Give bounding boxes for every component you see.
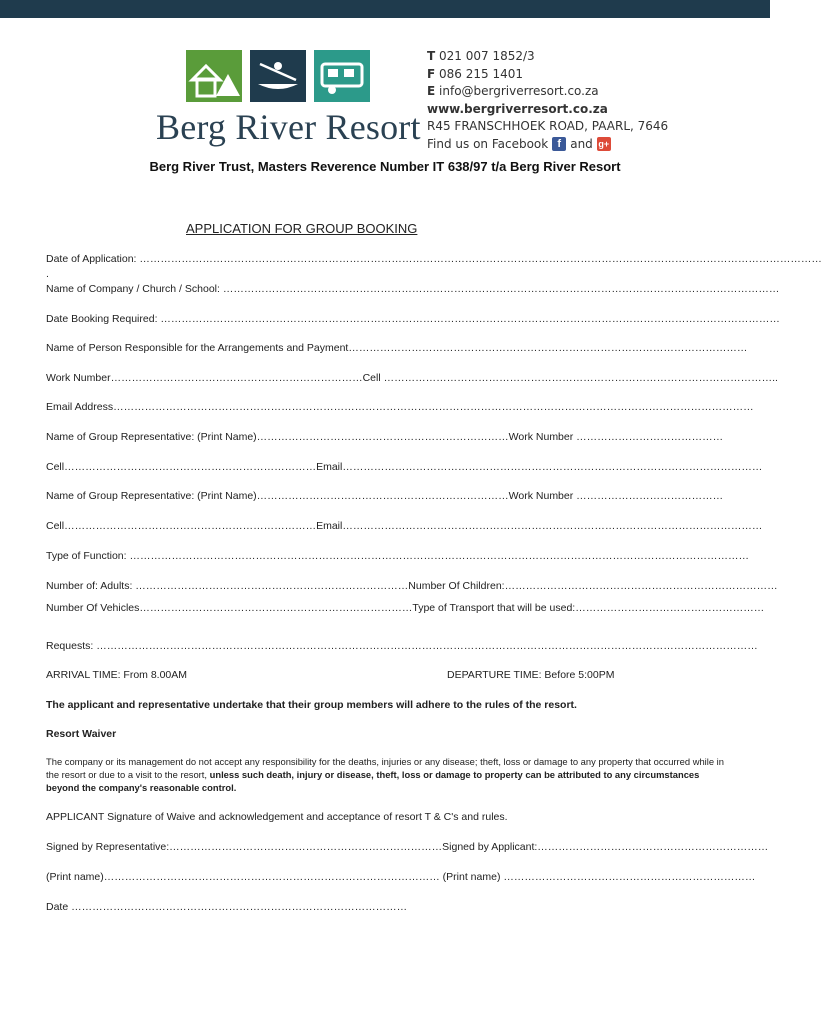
dot-line: .: [46, 268, 49, 280]
requests-field[interactable]: Requests: ………………………………………………………………………………………………………………………………………………………………………: [46, 640, 758, 652]
social-row: Find us on Facebook f and g+: [427, 136, 610, 151]
adults-children-field[interactable]: Number of: Adults: ……………………………………………………………………Number Of Children:……………………………………………………………………: [46, 580, 778, 592]
waiver-text: The company or its management do not accept any responsibility for the deaths, injuries or any disease; theft, loss or damage to any property that occurred while in the resort or due to a visit to the resort, unless such death, injury or disease, theft, loss or damage to property can be attributed to any circumstances beyond the company's reasonable control.: [46, 756, 724, 793]
rep2-name-field[interactable]: Name of Group Representative: (Print Name)………………………………………………………………Work Number ……………………………………: [46, 490, 724, 502]
person-responsible-field[interactable]: Name of Person Responsible for the Arrangements and Payment……………………………………………………………………………………………………: [46, 342, 748, 354]
print-name-field[interactable]: (Print name)…………………………………………………………………………………… (Print name) ………………………………………………………………: [46, 871, 756, 883]
rep2-cell-email-field[interactable]: Cell………………………………………………………………Email…………………………………………………………………………………………………………: [46, 520, 763, 532]
trust-line: Berg River Trust, Masters Reverence Number IT 638/97 t/a Berg River Resort: [149, 159, 621, 174]
date-booking-field[interactable]: Date Booking Required: ……………………………………………………………………………………………………………………………………………………………: [46, 313, 780, 325]
fax-line: F 086 215 1401: [427, 66, 524, 81]
waiver-heading: Resort Waiver: [46, 728, 117, 740]
address-line: R45 FRANSCHHOEK ROAD, PAARL, 7646: [427, 119, 669, 133]
company-name-field[interactable]: Name of Company / Church / School: ……………………………………………………………………………………………………………………………………………: [46, 283, 780, 295]
caravan-icon: [314, 50, 370, 102]
date-field[interactable]: Date ……………………………………………………………………………………: [46, 901, 408, 913]
rep1-name-field[interactable]: Name of Group Representative: (Print Name)………………………………………………………………Work Number ……………………………………: [46, 431, 724, 443]
rep1-cell-email-field[interactable]: Cell………………………………………………………………Email…………………………………………………………………………………………………………: [46, 461, 763, 473]
facebook-icon[interactable]: f: [552, 137, 566, 151]
acknowledgement-statement: APPLICANT Signature of Waive and acknowledgement and acceptance of resort T & C's and rules.: [46, 811, 508, 823]
website-line[interactable]: www.bergriverresort.co.za: [427, 101, 608, 116]
form-title: APPLICATION FOR GROUP BOOKING: [186, 221, 418, 236]
brand-name: Berg River Resort: [156, 107, 421, 147]
phone-line: T 021 007 1852/3: [427, 49, 535, 63]
google-plus-icon[interactable]: g+: [597, 137, 611, 151]
signature-field[interactable]: Signed by Representative:……………………………………………………………………Signed by Applicant:…………………………………………………………: [46, 841, 769, 853]
contact-block: [427, 48, 668, 153]
waiver-bold-clause: unless such death, injury or disease, theft, loss or damage to property can be attributed to any circumstances beyond the company's reasonable control.: [46, 769, 700, 793]
arrival-time: ARRIVAL TIME: From 8.00AM: [46, 669, 188, 681]
departure-time: DEPARTURE TIME: Before 5:00PM: [447, 669, 615, 681]
type-of-function-field[interactable]: Type of Function: ……………………………………………………………………………………………………………………………………………………………: [46, 550, 749, 562]
email-line[interactable]: E info@bergriverresort.co.za: [427, 84, 599, 98]
canoe-icon: [250, 50, 306, 102]
email-address-field[interactable]: Email Address…………………………………………………………………………………………………………………………………………………………………: [46, 401, 754, 413]
logo-tiles: [186, 50, 370, 102]
top-banner: [0, 0, 770, 18]
vehicles-transport-field[interactable]: Number Of Vehicles……………………………………………………………………Type of Transport that will be used:………………………………………………: [46, 602, 765, 614]
house-icon: [186, 50, 242, 102]
work-cell-field[interactable]: Work Number………………………………………………………………Cell …………………………………………………………………………………………………..: [46, 372, 778, 384]
undertaking-statement: The applicant and representative undertake that their group members will adhere to the rules of the resort.: [46, 699, 577, 711]
date-of-application-field[interactable]: Date of Application: ……………………………………………………………………………………………………………………………………………………………………………: [46, 253, 822, 265]
